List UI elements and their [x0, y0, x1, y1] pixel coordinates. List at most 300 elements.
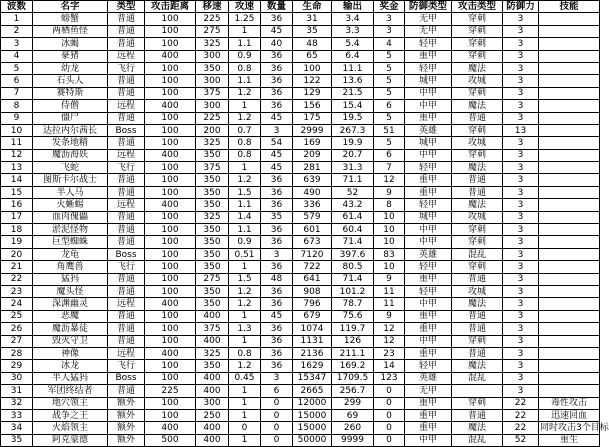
cell-col-type: 普通: [108, 13, 145, 25]
cell-col-skill: [539, 75, 600, 87]
cell-col-hp: 2999: [293, 124, 332, 136]
cell-col-count: 3: [261, 248, 293, 260]
cell-col-skill: [539, 199, 600, 211]
cell-col-attack-type: 穿刺: [452, 25, 503, 37]
cell-col-defense: 3: [503, 273, 539, 285]
cell-col-attack-speed: 1: [229, 409, 261, 421]
cell-col-name: 恶魔: [33, 310, 108, 322]
cell-col-count: 45: [261, 25, 293, 37]
cell-col-attack-type: 攻城: [452, 137, 503, 149]
cell-col-defense: 3: [503, 323, 539, 335]
header-col-hp: 生命: [293, 1, 332, 13]
cell-col-armor-type: 重甲: [405, 273, 452, 285]
cell-col-attack-type: 穿刺: [452, 397, 503, 409]
cell-col-attack-type: 穿刺: [452, 124, 503, 136]
cell-col-attack-range: 100: [145, 174, 196, 186]
cell-col-type: 远程: [108, 50, 145, 62]
cell-col-armor-type: 轻甲: [405, 199, 452, 211]
cell-col-name: 侍僧: [33, 100, 108, 112]
table-row: [1, 385, 600, 397]
cell-col-defense: 3: [503, 25, 539, 37]
cell-col-count: 0: [261, 397, 293, 409]
cell-col-skill: [539, 285, 600, 297]
cell-col-wave: 25: [1, 310, 33, 322]
cell-col-move-speed: 350: [196, 174, 229, 186]
cell-col-armor-type: 城甲: [405, 137, 452, 149]
cell-col-attack-type: 穿刺: [452, 50, 503, 62]
cell-col-bounty: 0: [374, 409, 405, 421]
cell-col-attack-range: 100: [145, 62, 196, 74]
cell-col-attack-speed: 0.7: [229, 124, 261, 136]
cell-col-wave: 26: [1, 323, 33, 335]
table-row: [1, 236, 600, 248]
cell-col-wave: 29: [1, 360, 33, 372]
cell-col-defense: 22: [503, 422, 539, 434]
cell-col-defense: 3: [503, 385, 539, 397]
cell-col-name: 深渊幽灵: [33, 298, 108, 310]
table-row: [1, 100, 600, 112]
cell-col-wave: 16: [1, 199, 33, 211]
cell-col-skill: 迅速回血: [539, 409, 600, 421]
cell-col-attack-range: 100: [145, 409, 196, 421]
cell-col-hp: 48: [293, 38, 332, 50]
cell-col-count: 3: [261, 372, 293, 384]
cell-col-output: 267.3: [332, 124, 374, 136]
cell-col-wave: 6: [1, 75, 33, 87]
cell-col-bounty: 9: [374, 186, 405, 198]
cell-col-attack-range: 100: [145, 273, 196, 285]
cell-col-count: 36: [261, 347, 293, 359]
cell-col-attack-range: 100: [145, 112, 196, 124]
cell-col-armor-type: 英雄: [405, 372, 452, 384]
cell-col-move-speed: 400: [196, 335, 229, 347]
cell-col-skill: [539, 224, 600, 236]
cell-col-skill: 重生: [539, 434, 600, 446]
cell-col-attack-range: 400: [145, 50, 196, 62]
cell-col-move-speed: 300: [196, 100, 229, 112]
cell-col-attack-type: 混乱: [452, 248, 503, 260]
cell-col-defense: 3: [503, 100, 539, 112]
cell-col-attack-type: 普通: [452, 186, 503, 198]
cell-col-attack-speed: 1: [229, 261, 261, 273]
cell-col-hp: 641: [293, 273, 332, 285]
cell-col-name: 冰龙: [33, 360, 108, 372]
cell-col-attack-type: 穿刺: [452, 38, 503, 50]
table-row: [1, 335, 600, 347]
cell-col-attack-speed: 0.45: [229, 372, 261, 384]
cell-col-attack-speed: 1: [229, 335, 261, 347]
cell-col-hp: 796: [293, 298, 332, 310]
cell-col-name: 魔头怪: [33, 285, 108, 297]
cell-col-type: 普通: [108, 335, 145, 347]
cell-col-skill: [539, 372, 600, 384]
cell-col-attack-speed: 1: [229, 162, 261, 174]
cell-col-move-speed: 400: [196, 422, 229, 434]
cell-col-count: 36: [261, 100, 293, 112]
cell-col-attack-type: 普通: [452, 174, 503, 186]
cell-col-skill: [539, 87, 600, 99]
cell-col-count: 3: [261, 124, 293, 136]
cell-col-output: 19.9: [332, 137, 374, 149]
cell-col-name: 两栖鱼怪: [33, 25, 108, 37]
cell-col-hp: 7120: [293, 248, 332, 260]
table-row: [1, 162, 600, 174]
cell-col-bounty: 4: [374, 38, 405, 50]
cell-col-attack-range: 100: [145, 137, 196, 149]
cell-col-bounty: 51: [374, 124, 405, 136]
cell-col-bounty: 0: [374, 397, 405, 409]
cell-col-bounty: 5: [374, 62, 405, 74]
cell-col-bounty: 14: [374, 360, 405, 372]
cell-col-armor-type: 重甲: [405, 409, 452, 421]
cell-col-attack-range: 100: [145, 87, 196, 99]
cell-col-bounty: 9: [374, 310, 405, 322]
cell-col-name: 魔沥暴徒: [33, 323, 108, 335]
cell-col-armor-type: 轻甲: [405, 285, 452, 297]
cell-col-name: 僵尸: [33, 112, 108, 124]
cell-col-defense: 52: [503, 434, 539, 446]
cell-col-bounty: 12: [374, 174, 405, 186]
cell-col-armor-type: 无甲: [405, 25, 452, 37]
cell-col-armor-type: 重甲: [405, 50, 452, 62]
cell-col-skill: [539, 50, 600, 62]
cell-col-armor-type: 城甲: [405, 211, 452, 223]
cell-col-move-speed: 250: [196, 409, 229, 421]
cell-col-type: 普通: [108, 38, 145, 50]
cell-col-attack-range: 100: [145, 124, 196, 136]
cell-col-output: 126: [332, 335, 374, 347]
cell-col-hp: 12000: [293, 397, 332, 409]
cell-col-move-speed: 375: [196, 162, 229, 174]
cell-col-attack-range: 100: [145, 248, 196, 260]
cell-col-armor-type: 无甲: [405, 385, 452, 397]
cell-col-count: 45: [261, 149, 293, 161]
cell-col-attack-speed: 1.25: [229, 13, 261, 25]
cell-col-type: 额外: [108, 409, 145, 421]
cell-col-hp: 679: [293, 310, 332, 322]
cell-col-output: 71.4: [332, 236, 374, 248]
cell-col-attack-type: 魔法: [452, 422, 503, 434]
cell-col-name: 地穴领主: [33, 397, 108, 409]
cell-col-count: 36: [261, 360, 293, 372]
header-col-attack-range: 攻击距离: [145, 1, 196, 13]
cell-col-move-speed: 400: [196, 385, 229, 397]
cell-col-attack-range: 100: [145, 13, 196, 25]
cell-col-armor-type: 英雄: [405, 124, 452, 136]
cell-col-attack-range: 400: [145, 149, 196, 161]
cell-col-type: 飞行: [108, 62, 145, 74]
cell-col-attack-type: 魔法: [452, 298, 503, 310]
cell-col-name: 飞蛇: [33, 162, 108, 174]
cell-col-bounty: 11: [374, 285, 405, 297]
cell-col-bounty: 5: [374, 50, 405, 62]
header-col-wave: 波数: [1, 1, 33, 13]
cell-col-attack-speed: 0.9: [229, 50, 261, 62]
cell-col-wave: 7: [1, 87, 33, 99]
cell-col-count: 48: [261, 273, 293, 285]
table-row: [1, 186, 600, 198]
cell-col-armor-type: 重甲: [405, 422, 452, 434]
cell-col-defense: 3: [503, 137, 539, 149]
cell-col-move-speed: 375: [196, 323, 229, 335]
cell-col-move-speed: 350: [196, 149, 229, 161]
cell-col-output: 20.7: [332, 149, 374, 161]
cell-col-defense: 22: [503, 409, 539, 421]
cell-col-move-speed: 400: [196, 310, 229, 322]
table-row: [1, 224, 600, 236]
cell-col-wave: 20: [1, 248, 33, 260]
cell-col-wave: 28: [1, 347, 33, 359]
cell-col-hp: 908: [293, 285, 332, 297]
cell-col-hp: 15347: [293, 372, 332, 384]
cell-col-defense: 3: [503, 236, 539, 248]
cell-col-move-speed: 325: [196, 137, 229, 149]
cell-col-attack-range: 400: [145, 347, 196, 359]
cell-col-defense: 3: [503, 199, 539, 211]
cell-col-hp: 31: [293, 13, 332, 25]
header-col-attack-speed: 攻速: [229, 1, 261, 13]
cell-col-skill: [539, 335, 600, 347]
cell-col-output: 71.4: [332, 273, 374, 285]
cell-col-defense: 3: [503, 335, 539, 347]
table-row: [1, 62, 600, 74]
cell-col-type: 远程: [108, 199, 145, 211]
cell-col-hp: 169: [293, 137, 332, 149]
cell-col-output: 260: [332, 422, 374, 434]
cell-col-wave: 8: [1, 100, 33, 112]
cell-col-attack-range: 100: [145, 162, 196, 174]
cell-col-hp: 601: [293, 224, 332, 236]
cell-col-hp: 122: [293, 75, 332, 87]
cell-col-bounty: 0: [374, 385, 405, 397]
cell-col-attack-speed: 1.2: [229, 112, 261, 124]
cell-col-hp: 65: [293, 50, 332, 62]
cell-col-attack-speed: 1: [229, 25, 261, 37]
table-row: [1, 261, 600, 273]
cell-col-bounty: 10: [374, 261, 405, 273]
cell-col-armor-type: 重甲: [405, 323, 452, 335]
cell-col-name: 火焰领主: [33, 422, 108, 434]
table-row: [1, 273, 600, 285]
cell-col-attack-type: 穿刺: [452, 13, 503, 25]
cell-col-attack-range: 100: [145, 75, 196, 87]
cell-col-attack-type: 普通: [452, 323, 503, 335]
cell-col-attack-speed: 1: [229, 100, 261, 112]
cell-col-output: 21.5: [332, 87, 374, 99]
cell-col-move-speed: 300: [196, 397, 229, 409]
cell-col-hp: 336: [293, 199, 332, 211]
cell-col-defense: 3: [503, 87, 539, 99]
cell-col-defense: 3: [503, 285, 539, 297]
cell-col-attack-type: 攻城: [452, 285, 503, 297]
cell-col-hp: 639: [293, 174, 332, 186]
cell-col-count: 36: [261, 87, 293, 99]
cell-col-bounty: 0: [374, 434, 405, 446]
cell-col-name: 毁灭守卫: [33, 335, 108, 347]
cell-col-skill: [539, 38, 600, 50]
cell-col-type: 普通: [108, 236, 145, 248]
cell-col-output: 6.4: [332, 50, 374, 62]
cell-col-attack-speed: 0: [229, 422, 261, 434]
cell-col-count: 0: [261, 409, 293, 421]
cell-col-wave: 11: [1, 137, 33, 149]
cell-col-wave: 3: [1, 38, 33, 50]
cell-col-defense: 3: [503, 38, 539, 50]
cell-col-hp: 15000: [293, 409, 332, 421]
cell-col-type: Boss: [108, 248, 145, 260]
cell-col-armor-type: 中甲: [405, 87, 452, 99]
cell-col-hp: 50000: [293, 434, 332, 446]
cell-col-skill: 毒性攻击: [539, 397, 600, 409]
cell-col-attack-type: 魔法: [452, 360, 503, 372]
cell-col-wave: 1: [1, 13, 33, 25]
table-row: [1, 347, 600, 359]
cell-col-bounty: 5: [374, 75, 405, 87]
table-row: [1, 112, 600, 124]
cell-col-attack-type: 攻城: [452, 211, 503, 223]
cell-col-attack-speed: 1.5: [229, 273, 261, 285]
cell-col-wave: 34: [1, 422, 33, 434]
cell-col-attack-speed: 1.1: [229, 38, 261, 50]
cell-col-move-speed: 400: [196, 372, 229, 384]
cell-col-move-speed: 325: [196, 347, 229, 359]
cell-col-wave: 18: [1, 224, 33, 236]
cell-col-wave: 10: [1, 124, 33, 136]
cell-col-count: 36: [261, 62, 293, 74]
cell-col-bounty: 6: [374, 100, 405, 112]
cell-col-bounty: 10: [374, 236, 405, 248]
cell-col-bounty: 5: [374, 112, 405, 124]
cell-col-output: 61.4: [332, 211, 374, 223]
cell-col-skill: [539, 261, 600, 273]
cell-col-attack-range: 400: [145, 199, 196, 211]
cell-col-armor-type: 中甲: [405, 236, 452, 248]
cell-col-count: 45: [261, 310, 293, 322]
cell-col-bounty: 5: [374, 87, 405, 99]
cell-col-defense: 3: [503, 75, 539, 87]
cell-col-output: 3.3: [332, 25, 374, 37]
table-row: [1, 38, 600, 50]
cell-col-attack-range: 100: [145, 25, 196, 37]
cell-col-type: 普通: [108, 285, 145, 297]
cell-col-armor-type: 无甲: [405, 13, 452, 25]
header-col-skill: 技能: [539, 1, 600, 13]
cell-col-move-speed: 275: [196, 25, 229, 37]
cell-col-name: 龙龟: [33, 248, 108, 260]
cell-col-output: 169.2: [332, 360, 374, 372]
cell-col-attack-range: 100: [145, 236, 196, 248]
cell-col-hp: 1131: [293, 335, 332, 347]
cell-col-name: 军团终结者: [33, 385, 108, 397]
cell-col-type: 普通: [108, 186, 145, 198]
cell-col-attack-speed: 1.3: [229, 323, 261, 335]
cell-col-count: 36: [261, 75, 293, 87]
cell-col-output: 78.7: [332, 298, 374, 310]
cell-col-count: 36: [261, 13, 293, 25]
cell-col-name: 螃蟹: [33, 13, 108, 25]
table-row: [1, 50, 600, 62]
header-col-defense: 防御力: [503, 1, 539, 13]
cell-col-wave: 30: [1, 372, 33, 384]
cell-col-attack-speed: 1.2: [229, 298, 261, 310]
cell-col-name: 淤泥怪物: [33, 224, 108, 236]
cell-col-name: 赛特斯: [33, 87, 108, 99]
cell-col-output: 119.7: [332, 323, 374, 335]
cell-col-attack-speed: 0.8: [229, 62, 261, 74]
cell-col-attack-type: 普通: [452, 273, 503, 285]
cell-col-skill: [539, 137, 600, 149]
cell-col-wave: 33: [1, 409, 33, 421]
cell-col-wave: 23: [1, 285, 33, 297]
cell-col-bounty: 10: [374, 211, 405, 223]
cell-col-wave: 19: [1, 236, 33, 248]
cell-col-move-speed: 350: [196, 62, 229, 74]
cell-col-attack-speed: 0.9: [229, 236, 261, 248]
cell-col-move-speed: 350: [196, 360, 229, 372]
table-row: [1, 199, 600, 211]
cell-col-type: 普通: [108, 310, 145, 322]
cell-col-defense: 3: [503, 224, 539, 236]
table-row: [1, 360, 600, 372]
cell-col-move-speed: 225: [196, 112, 229, 124]
cell-col-name: 神像: [33, 347, 108, 359]
cell-col-wave: 21: [1, 261, 33, 273]
cell-col-armor-type: 中甲: [405, 434, 452, 446]
cell-col-wave: 2: [1, 25, 33, 37]
cell-col-move-speed: 300: [196, 75, 229, 87]
cell-col-skill: 同时攻击3个目标: [540, 422, 609, 433]
cell-col-attack-speed: 0.8: [229, 347, 261, 359]
cell-col-name: 魔沥海妖: [33, 149, 108, 161]
cell-col-attack-range: 100: [145, 285, 196, 297]
cell-col-hp: 673: [293, 236, 332, 248]
cell-col-type: 普通: [108, 25, 145, 37]
cell-col-type: 远程: [108, 100, 145, 112]
cell-col-attack-type: 魔法: [452, 162, 503, 174]
cell-col-defense: 3: [503, 248, 539, 260]
cell-col-bounty: 12: [374, 335, 405, 347]
cell-col-attack-speed: 1.4: [229, 211, 261, 223]
header-col-move-speed: 移速: [196, 1, 229, 13]
cell-col-output: 1709.5: [332, 372, 374, 384]
table-row: [1, 211, 600, 223]
cell-col-type: 普通: [108, 137, 145, 149]
table-row: [1, 285, 600, 297]
cell-col-wave: 24: [1, 298, 33, 310]
cell-col-name: 幼龙: [33, 62, 108, 74]
cell-col-output: 211.1: [332, 347, 374, 359]
cell-col-attack-type: 混乱: [452, 372, 503, 384]
cell-col-hp: 1074: [293, 323, 332, 335]
cell-col-defense: 3: [503, 62, 539, 74]
cell-col-wave: 13: [1, 162, 33, 174]
cell-col-name: 达拉内尔茜长: [33, 124, 108, 136]
cell-col-armor-type: 中甲: [405, 149, 452, 161]
table-body: [1, 13, 609, 447]
cell-col-count: 6: [261, 385, 293, 397]
table-row: [1, 323, 600, 335]
table-row: [1, 248, 600, 260]
cell-col-move-speed: 200: [196, 124, 229, 136]
cell-col-hp: 722: [293, 261, 332, 273]
cell-col-move-speed: 375: [196, 87, 229, 99]
cell-col-skill: [539, 186, 600, 198]
cell-col-armor-type: 重甲: [405, 174, 452, 186]
cell-col-name: 火蜥蜴: [33, 199, 108, 211]
cell-col-count: 36: [261, 261, 293, 273]
cell-col-output: 256.7: [332, 385, 374, 397]
cell-col-type: 额外: [108, 397, 145, 409]
